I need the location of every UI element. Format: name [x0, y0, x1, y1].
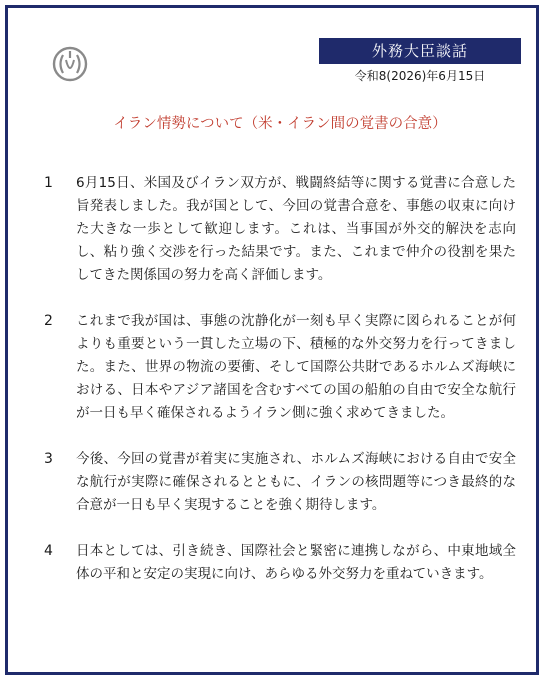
statement-frame: [5, 5, 539, 675]
paragraph-number: 4: [44, 543, 53, 559]
statement-title-bar: 外務大臣談話: [319, 38, 521, 64]
paragraph-text: これまで我が国は、事態の沈静化が一刻も早く実際に図られることが何よりも重要という一貫した立場の下、積極的な外交努力を行ってきました。また、世界の物流の要衝、そして国際公共財であるホルムズ海峡における、日本やアジア諸国を含むすべての国の船舶の自由で安全な航行が一日も早く確保されるようイラン側に強く求めてきました。: [76, 313, 516, 421]
paragraph-number: 2: [44, 313, 53, 329]
statement-date: 令和8(2026)年6月15日: [354, 69, 486, 83]
paragraph-number: 1: [44, 175, 53, 191]
paragraph-text: 6月15日、米国及びイラン双方が、戦闘終結等に関する覚書に合意した旨発表しました。我が国として、今回の覚書合意を、事態の収束に向けた大きな一歩として歓迎します。これは、当事国が外交的解決を志向し、粘り強く交渉を行った結果です。また、これまで仲介の役割を果たしてきた関係国の努力を高く評価します。: [76, 175, 516, 283]
paragraph-text: 日本としては、引き続き、国際社会と緊密に連携しながら、中東地域全体の平和と安定の実現に向け、あらゆる外交努力を重ねていきます。: [76, 543, 516, 582]
statement-subject: イラン情勢について（米・イラン間の覚書の合意）: [113, 116, 447, 132]
paragraph-text: 今後、今回の覚書が着実に実施され、ホルムズ海峡における自由で安全な航行が実際に確保されるとともに、イランの核問題等につき最終的な合意が一日も早く実現することを強く期待します。: [76, 451, 516, 513]
paragraph-number: 3: [44, 451, 53, 467]
ministry-emblem-icon: [52, 46, 88, 82]
